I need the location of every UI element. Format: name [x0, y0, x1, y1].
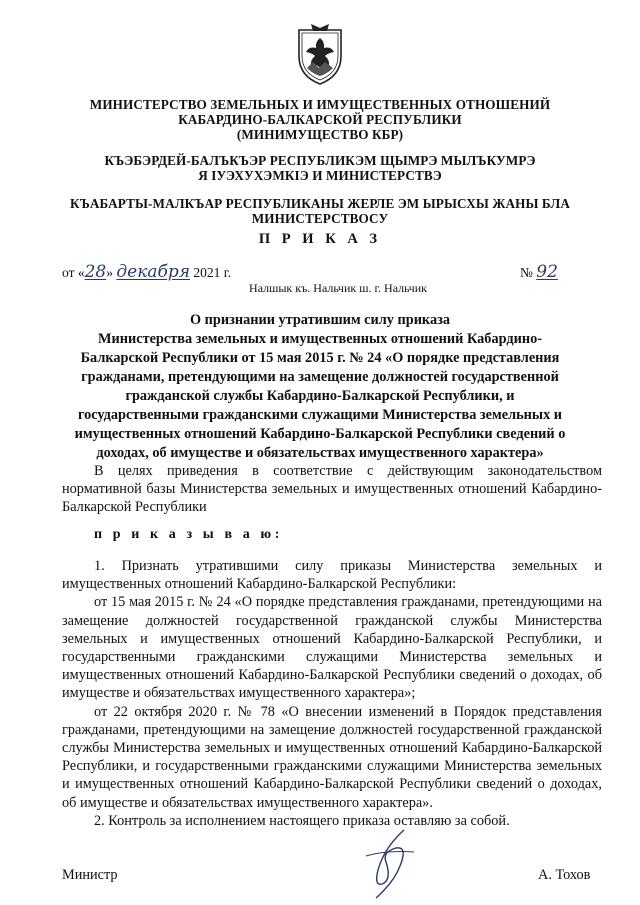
header-line: МИНИСТЕРСТВО ЗЕМЕЛЬНЫХ И ИМУЩЕСТВЕННЫХ ОТНОШЕНИЙ	[89, 97, 551, 112]
document-type-title: П Р И К А З	[258, 231, 382, 247]
order-item: от 15 мая 2015 г. № 24 «О порядке представления гражданами, претендующими на замещение должностей государственной гражданской службы Министерства земельных и имущественных отношений Кабардино-Балкарской Республики, и государственными гражданскими служащими Министерства земельных и имущественных отношений Кабардино-Балкарской Республики сведений о доходах, об имуществе и обязательствах имущественного характера»;	[62, 594, 602, 702]
subject-line: О признании утратившим силу приказа	[189, 312, 451, 328]
ministry-name-russian	[40, 97, 600, 142]
header-line: МИНИСТЕРСТВОСУ	[251, 211, 389, 226]
subject-line: государственными гражданскими служащими Министерства земельных и	[77, 407, 563, 423]
coat-of-arms-icon	[295, 22, 345, 86]
header-line: КАБАРДИНО-БАЛКАРСКОЙ РЕСПУБЛИКИ	[178, 112, 462, 127]
date-month: декабря	[116, 262, 191, 282]
subject-line: Министерства земельных и имущественных отношений Кабардино-	[98, 331, 542, 347]
signatory-title: Министр	[62, 867, 118, 883]
subject-line: гражданской службы Кабардино-Балкарской Республики, и	[125, 388, 515, 404]
order-number	[520, 262, 558, 282]
header-line: (МИНИМУЩЕСТВО КБР)	[236, 127, 404, 142]
subject-line: доходах, об имуществе и обязательствах имущественного характера»	[96, 445, 544, 461]
ministry-name-balkar	[40, 196, 600, 226]
preamble-text: В целях приведения в соответствие с действующим законодательством нормативной базы Министерства земельных и имущественных отношений Кабардино-Балкарской Республики	[62, 463, 602, 516]
subject-line: гражданами, претендующими на замещение должностей государственной	[81, 369, 559, 385]
date-year: 2021 г.	[190, 265, 232, 280]
order-item: 2. Контроль за исполнением настоящего приказа оставляю за собой.	[94, 812, 510, 829]
ministry-name-kabardian	[40, 153, 600, 183]
preamble	[62, 462, 602, 517]
date-prefix: от «	[62, 265, 85, 280]
signatory-name: А. Тохов	[538, 867, 591, 883]
date-mid: »	[106, 265, 117, 280]
order-items	[62, 557, 602, 830]
header-line: КЪЭБЭРДЕЙ-БАЛЪКЪЭР РЕСПУБЛИКЭМ ЩЫМРЭ МЫЛЪКУМРЭ	[104, 153, 536, 168]
header-line: Я ІУЭХУХЭМКІЭ И МИНИСТЕРСТВЭ	[198, 168, 442, 183]
signature-icon	[356, 826, 426, 902]
subject-line: Балкарской Республики от 15 мая 2015 г. № 24 «О порядке представления	[80, 350, 560, 366]
order-subject	[50, 311, 590, 463]
order-date	[62, 262, 231, 282]
date-day: 28	[84, 262, 107, 282]
order-item: от 22 октября 2020 г. № 78 «О внесении изменений в Порядок представления гражданами, претендующими на замещение должностей государственной гражданской службы Министерства земельных и имущественных отношений Кабардино-Балкарской Республики, и государственными гражданскими служащими Министерства земельных и имущественных отношений Кабардино-Балкарской Республики сведений о доходах, об имуществе и обязательствах имущественного характера».	[62, 703, 602, 811]
subject-line: имущественных отношений Кабардино-Балкарской Республики сведений о	[74, 426, 566, 442]
order-item: 1. Признать утратившими силу приказы Министерства земельных и имущественных отношений Кабардино-Балкарской Республики:	[62, 558, 602, 593]
orders-word: п р и к а з ы в а ю:	[94, 527, 283, 542]
number-value: 92	[536, 262, 558, 282]
number-prefix: №	[520, 265, 533, 280]
place-of-issue: Налшык къ. Нальчик ш. г. Нальчик	[249, 281, 427, 295]
header-line: КЪАБАРТЫ-МАЛКЪАР РЕСПУБЛИКАНЫ ЖЕРЛЕ ЭМ ЫРЫСХЫ ЖАНЫ БЛА	[70, 196, 570, 211]
